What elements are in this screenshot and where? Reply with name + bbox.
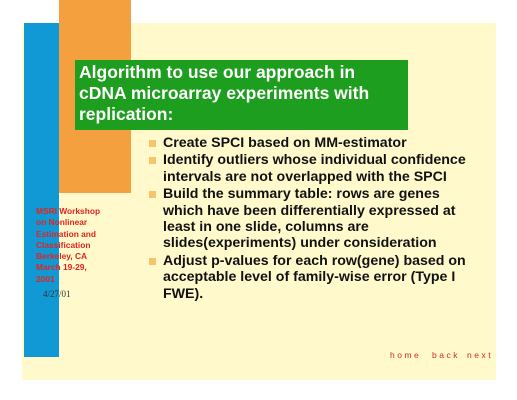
bullet-text: Adjust p-values for each row(gene) based on acceptable level of family-wise error (Type I FWE). [163, 252, 466, 302]
slide-title: Algorithm to use our approach in cDNA microarray experiments with replication: [79, 62, 370, 124]
bullet-text: Create SPCI based on MM-estimator [163, 135, 407, 151]
bullet-square-icon [149, 258, 156, 265]
back-link[interactable]: back [432, 350, 460, 360]
bullet-square-icon [149, 157, 156, 164]
bullet-text: Build the summary table: rows are genes which have been differentially expressed at least in one slide, columns are slides(experiments) under consideration [163, 186, 456, 252]
bullet-item [147, 152, 467, 185]
bullet-text: Identify outliers whose individual confidence intervals are not overlapped with the SPCI [163, 152, 466, 185]
bullet-list [147, 135, 467, 303]
title-box [75, 60, 408, 130]
bullet-item [147, 186, 467, 252]
blue-accent-bar [24, 23, 59, 357]
slide-date: 4/27/01 [43, 289, 71, 299]
workshop-info: MSRI Workshop on Nonlinear Estimation and Classification Berkeley, CA March 19-29, 2001 [36, 206, 101, 284]
bullet-square-icon [149, 140, 156, 147]
bullet-square-icon [149, 191, 156, 198]
home-link[interactable]: home [390, 350, 422, 360]
bullet-item [147, 253, 467, 302]
bullet-item [147, 135, 467, 151]
next-link[interactable]: next [467, 350, 494, 360]
